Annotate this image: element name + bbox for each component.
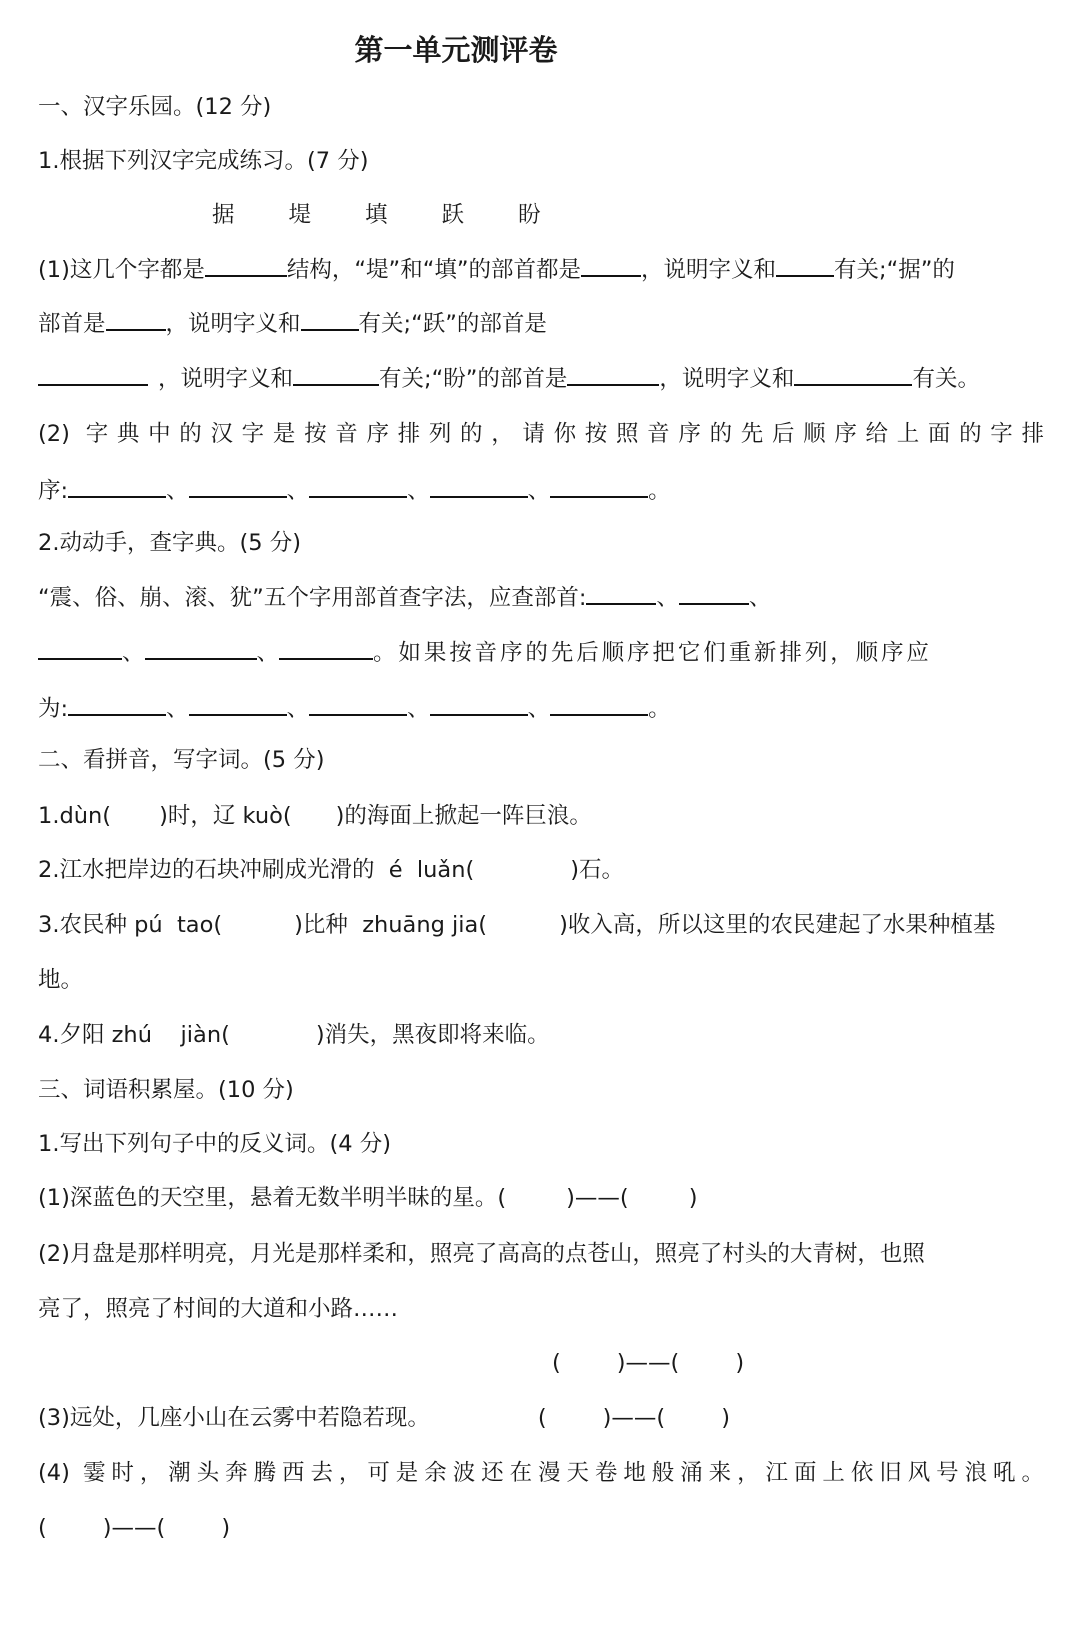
s2-item-4: 4.夕阳 zhú jiàn( )消失，黑夜即将来临。 <box>38 1022 550 1048</box>
page-title: 第一单元测评卷 <box>354 33 558 67</box>
s3-item-3: (3)远处，几座小山在云雾中若隐若现。 ( )——( ) <box>38 1405 730 1431</box>
s3-item-2-line2: 亮了，照亮了村间的大道和小路…… <box>38 1296 399 1322</box>
s1-q2-line1: “震、俗、崩、滚、犹”五个字用部首查字法，应查部首: 、 、 <box>38 581 1044 615</box>
s3-item-4-answer: ( )——( ) <box>38 1515 231 1541</box>
answer-blank[interactable] <box>205 253 287 277</box>
s2-item-1: 1.dùn( )时，辽 kuò( )的海面上掀起一阵巨浪。 <box>38 803 592 829</box>
s1-q2-line3: 为: 、 、 、 、 。 <box>38 692 1044 726</box>
char-item: 盼 <box>518 202 541 228</box>
answer-blank[interactable] <box>106 307 166 331</box>
answer-blank[interactable] <box>309 692 407 716</box>
answer-blank[interactable] <box>581 253 641 277</box>
answer-blank[interactable] <box>189 474 287 498</box>
section-2-heading: 二、看拼音，写字词。(5 分) <box>38 747 325 773</box>
char-item: 堤 <box>288 202 312 228</box>
section-1-heading: 一、汉字乐园。(12 分) <box>38 94 272 120</box>
answer-blank[interactable] <box>679 581 749 605</box>
s3-item-1: (1)深蓝色的天空里，悬着无数半明半昧的星。( )——( ) <box>38 1185 698 1211</box>
answer-blank[interactable] <box>38 636 122 660</box>
s1-q1-prompt: 1.根据下列汉字完成练习。(7 分) <box>38 148 369 174</box>
answer-blank[interactable] <box>776 253 834 277</box>
answer-blank[interactable] <box>550 692 648 716</box>
answer-blank[interactable] <box>567 362 659 386</box>
answer-blank[interactable] <box>68 474 166 498</box>
answer-blank[interactable] <box>586 581 656 605</box>
s2-item-3-cont: 地。 <box>38 967 84 993</box>
s1-q1-p1-line1: (1)这几个字都是 结构，“堤”和“填”的部首都是 ，说明字义和 有关;“据”的 <box>38 253 1044 287</box>
s1-q1-p1-line2: 部首是 ，说明字义和 有关;“跃”的部首是 <box>38 307 1044 341</box>
answer-blank[interactable] <box>430 692 528 716</box>
answer-blank[interactable] <box>309 474 407 498</box>
character-list <box>212 198 1044 232</box>
char-item: 跃 <box>441 202 465 228</box>
answer-blank[interactable] <box>430 474 528 498</box>
answer-blank[interactable] <box>38 362 148 386</box>
s3-item-2-answer: ( )——( ) <box>552 1350 745 1376</box>
answer-blank[interactable] <box>550 474 648 498</box>
s1-q2-prompt: 2.动动手，查字典。(5 分) <box>38 530 301 556</box>
answer-blank[interactable] <box>794 362 912 386</box>
answer-blank[interactable] <box>293 362 379 386</box>
s1-q1-p1-line3: ，说明字义和 有关;“盼”的部首是 ，说明字义和 有关。 <box>38 362 1044 396</box>
s1-q1-p2-line1: (2) 字典中的汉字是按音序排列的，请你按照音序的先后顺序给上面的字排 <box>38 421 1044 447</box>
answer-blank[interactable] <box>301 307 359 331</box>
s3-q1-prompt: 1.写出下列句子中的反义词。(4 分) <box>38 1131 391 1157</box>
s2-item-3: 3.农民种 pú tao( )比种 zhuāng jia( )收入高，所以这里的农民建起了水果种植基 <box>38 912 996 938</box>
answer-blank[interactable] <box>189 692 287 716</box>
s3-item-2-line1: (2)月盘是那样明亮，月光是那样柔和，照亮了高高的点苍山，照亮了村头的大青树，也照 <box>38 1241 925 1267</box>
char-item: 据 <box>212 202 235 228</box>
answer-blank[interactable] <box>145 636 257 660</box>
answer-blank[interactable] <box>68 692 166 716</box>
s2-item-2: 2.江水把岸边的石块冲刷成光滑的 é luǎn( )石。 <box>38 857 625 883</box>
char-item: 填 <box>365 202 388 228</box>
s1-q2-line2: 、 、 。如果按音序的先后顺序把它们重新排列，顺序应 <box>38 636 1044 670</box>
s1-q1-p2-line2: 序: 、 、 、 、 。 <box>38 474 1044 508</box>
answer-blank[interactable] <box>279 636 373 660</box>
section-3-heading: 三、词语积累屋。(10 分) <box>38 1077 294 1103</box>
s3-item-4-line1: (4) 霎时，潮头奔腾西去，可是余波还在漫天卷地般涌来，江面上依旧风号浪吼。 <box>38 1460 1044 1486</box>
